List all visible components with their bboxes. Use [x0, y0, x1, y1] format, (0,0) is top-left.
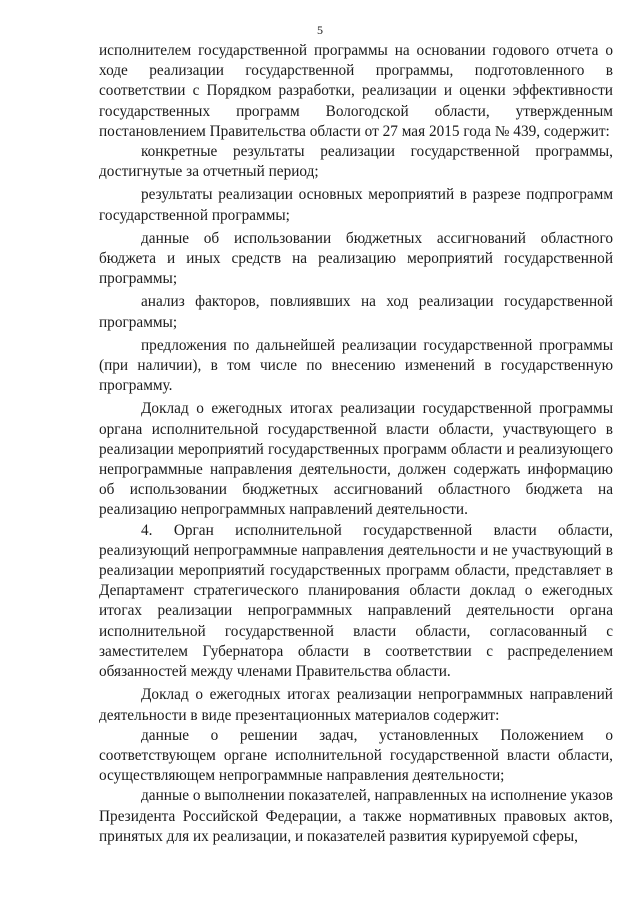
paragraph-main-activities: результаты реализации основных мероприятий в разрезе подпрограмм государственной программы;	[99, 186, 613, 224]
paragraph-proposals: предложения по дальнейшей реализации государственной программы (при наличии), в том числе по внесению изменений в государственную программу.	[99, 336, 613, 395]
paragraph-factor-analysis: анализ факторов, повлиявших на ход реализации государственной программы;	[99, 293, 613, 331]
paragraph-indicator-data: данные о выполнении показателей, направленных на исполнение указов Президента Российской Федерации, а также нормативных правовых актов, принятых для их реализации, и показателей развития курируемой сферы,	[99, 787, 613, 845]
page-number: 5	[317, 23, 323, 37]
paragraph-budget-data: данные об использовании бюджетных ассигнований областного бюджета и иных средств на реализацию мероприятий государственной программы;	[99, 229, 613, 288]
paragraph-item-4: 4. Орган исполнительной государственной власти области, реализующий непрограммные направления деятельности и не участвующий в реализации мероприятий государственных программ области, представляет в Департамент стратегического планирования области доклад о ежегодных итогах реализации непрограммных направлений деятельности органа исполнительной государственной власти области, согласованный с заместителем Губернатора области в соответствии с распределением обязанностей между членами Правительства области.	[99, 521, 613, 681]
paragraph-specific-results: конкретные результаты реализации государственной программы, достигнутые за отчетный период;	[99, 143, 613, 181]
paragraph-report-intro: исполнителем государственной программы на основании годового отчета о ходе реализации государственной программы, подготовленного в соответствии с Порядком разработки, реализации и оценки эффективности государственных программ Вологодской области, утвержденным постановлением Правительства области от 27 мая 2015 года № 439, содержит:	[99, 42, 613, 140]
paragraph-presentation-report: Доклад о ежегодных итогах реализации непрограммных направлений деятельности в виде презентационных материалов содержит:	[99, 686, 613, 724]
paragraph-task-data: данные о решении задач, установленных Положением о соответствующем органе исполнительной государственной власти области, осуществляющем непрограммные направления деятельности;	[99, 726, 613, 785]
paragraph-annual-report-content: Доклад о ежегодных итогах реализации государственной программы органа исполнительной государственной власти области, участвующего в реализации мероприятий государственных программ области и реализующего непрограммные направления деятельности, должен содержать информацию об использовании бюджетных ассигнований областного бюджета на реализацию непрограммных направлений деятельности.	[99, 400, 613, 519]
document-body	[99, 41, 613, 847]
